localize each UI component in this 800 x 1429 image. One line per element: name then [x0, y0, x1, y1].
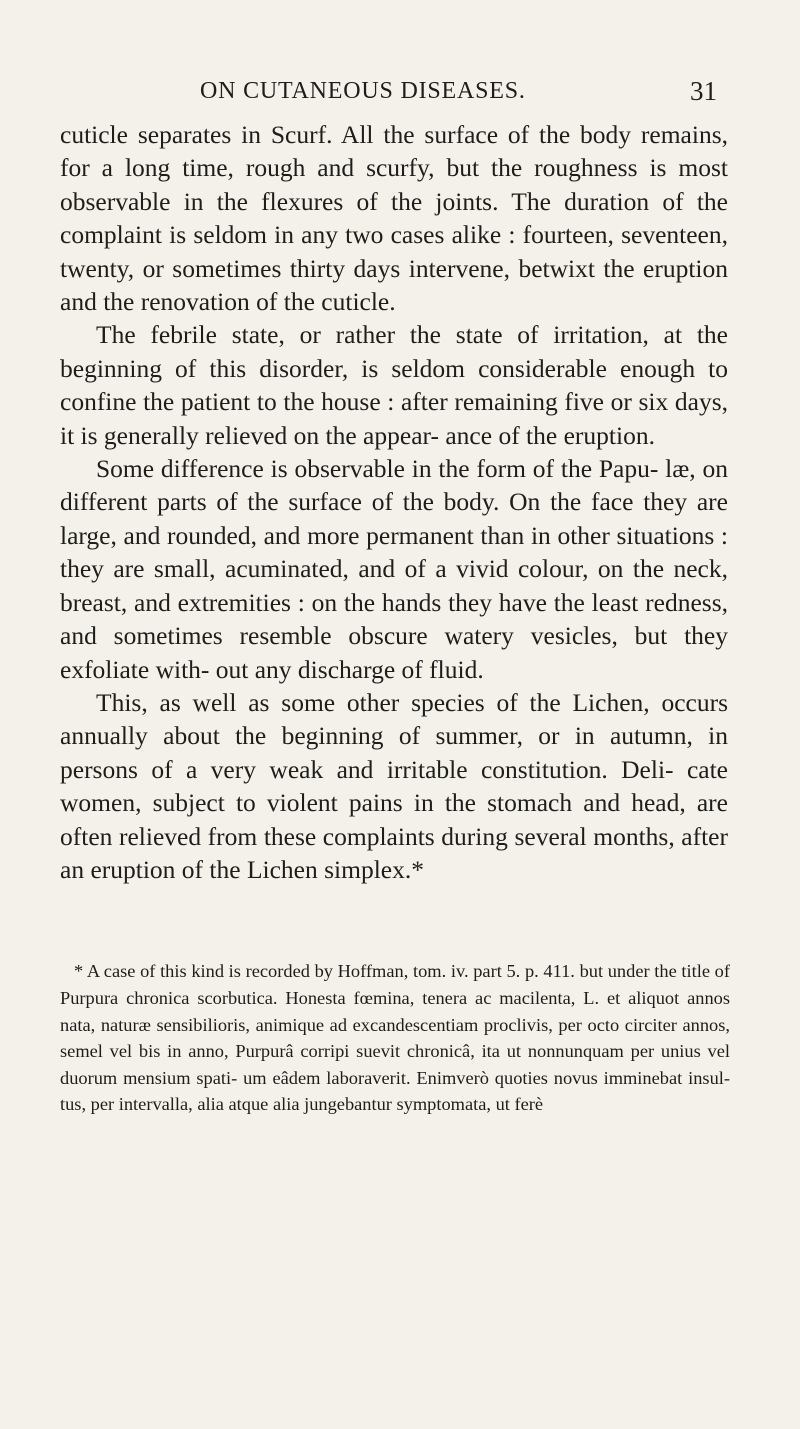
paragraph-1: cuticle separates in Scurf. All the surface of the body remains, for a long time, rough and scurfy, but the roughness is most observable in the flexures of the joints. The duration of the complaint is seldom in any two cases alike : fourteen, seventeen, twenty, or sometimes thirty days intervene, betwixt the eruption and the renovation of the cuticle.: [60, 120, 728, 317]
page-number: 31: [690, 76, 717, 106]
paragraph-3: Some difference is observable in the form of the Papu- læ, on different parts of the surface of the body. On the face they are large, and rounded, and more permanent than in other situations : they are small, acuminated, and of a vivid colour, on the neck, breast, and extremities : on the hands they have the least redness, and sometimes resemble obscure watery vesicles, but they exfoliate with- out any discharge of fluid.: [60, 454, 728, 684]
running-head: [0, 78, 800, 118]
body-text: [60, 118, 728, 886]
paragraph-2: The febrile state, or rather the state of irritation, at the beginning of this disorder, is seldom considerable enough to confine the patient to the house : after remaining five or six days, it is generally relieved on the appear- ance of the eruption.: [60, 320, 728, 450]
footnote: * A case of this kind is recorded by Hoffman, tom. iv. part 5. p. 411. but under the title of Purpura chronica scorbutica. Honesta fœmina, tenera ac macilenta, L. et aliquot annos nata, naturæ sensibilioris, animique ad excandescentiam proclivis, per octo circiter annos, semel vel bis in anno, Purpurâ corripi suevit chronicâ, ita ut nonnunquam per unius vel duorum mensium spati- um eâdem laboraverit. Enimverò quoties novus imminebat insul- tus, per intervalla, alia atque alia jungebantur symptomata, ut ferè: [60, 961, 730, 1115]
running-head-title: ON CUTANEOUS DISEASES.: [200, 78, 526, 104]
paragraph-4: This, as well as some other species of the Lichen, occurs annually about the beginning of summer, or in autumn, in persons of a very weak and irritable constitution. Deli- cate women, subject to violent pains in the stomach and head, are often relieved from these complaints during several months, after an eruption of the Lichen simplex.*: [60, 687, 728, 884]
